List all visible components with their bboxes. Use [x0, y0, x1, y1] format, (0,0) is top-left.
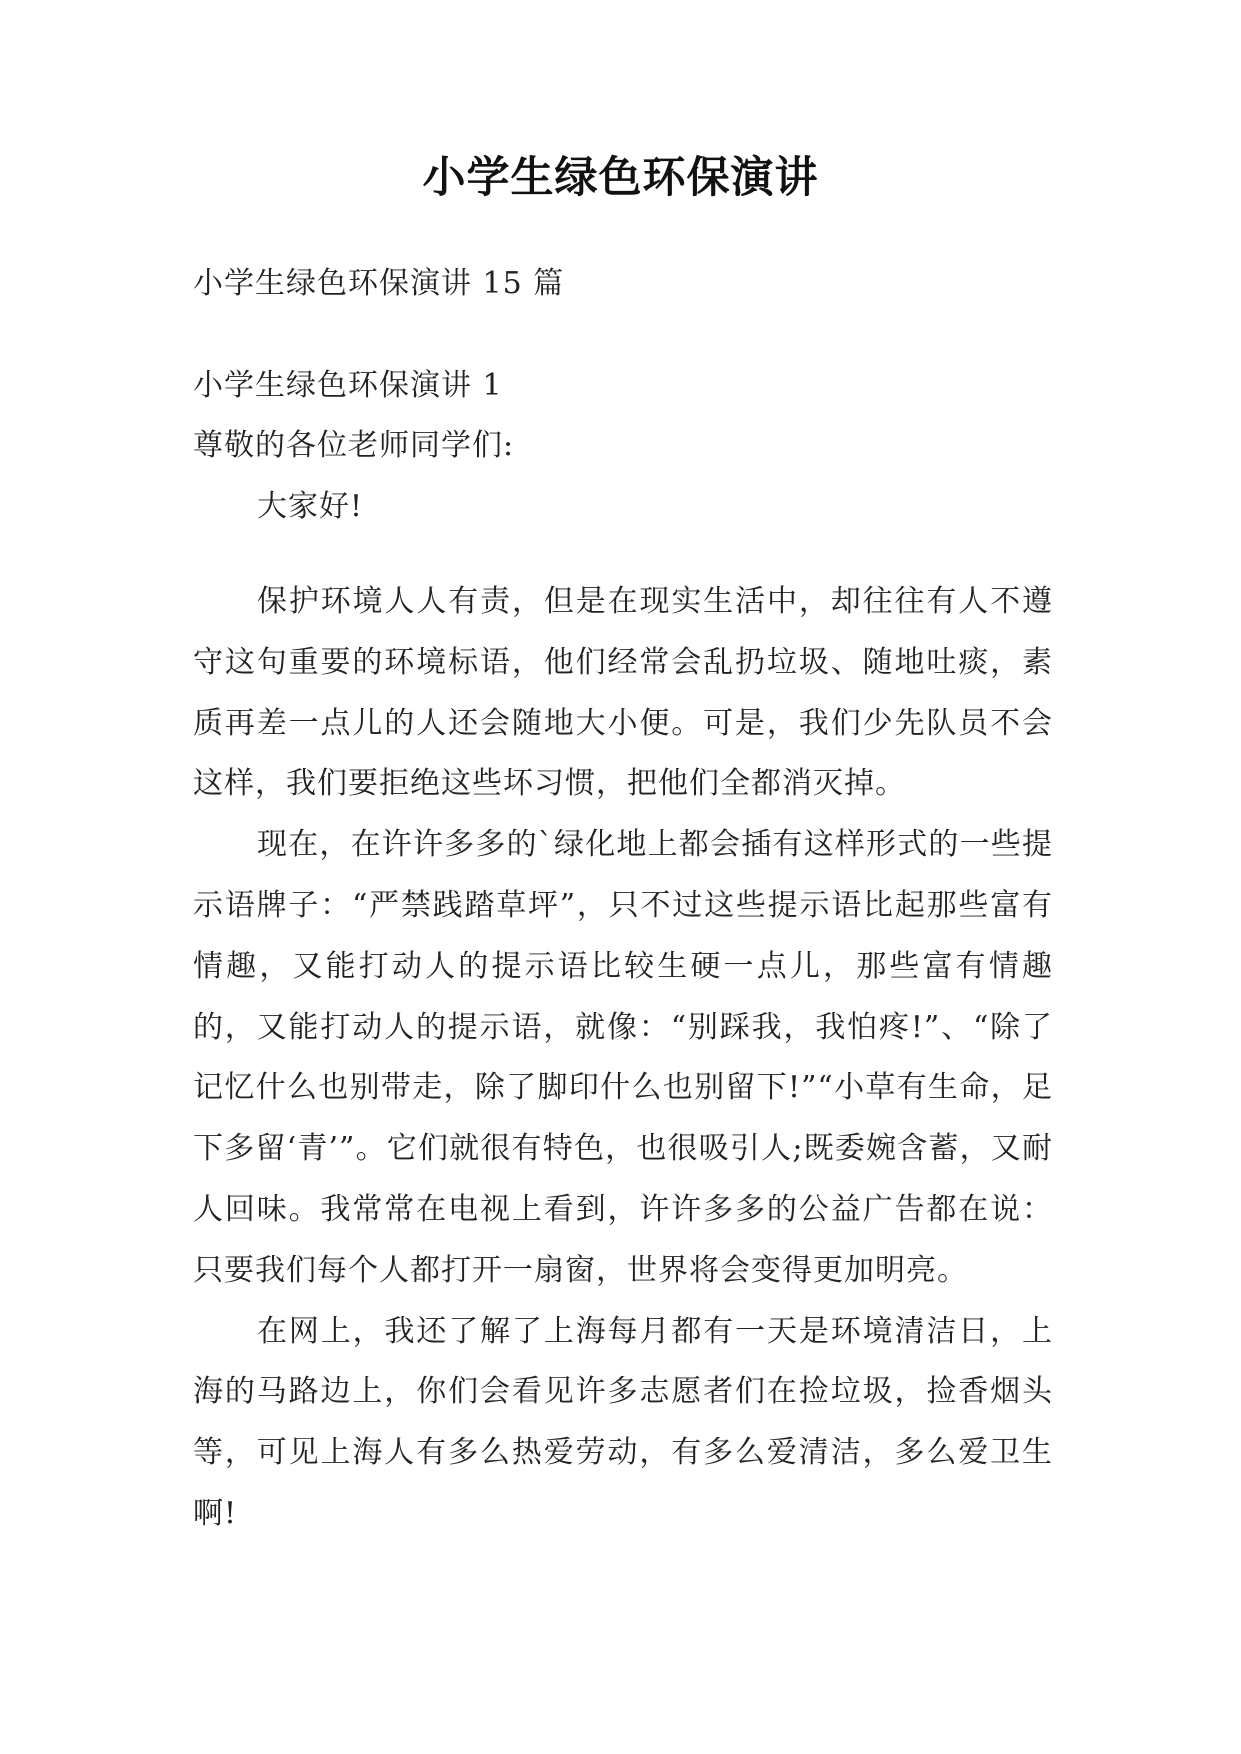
speech-body [193, 572, 1053, 1545]
salutation: 尊敬的各位老师同学们: [193, 428, 515, 463]
greeting: 大家好! [257, 489, 364, 524]
section-heading: 小学生绿色环保演讲 1 [193, 368, 503, 403]
paragraph: 现在，在许许多多的`绿化地上都会插有这样形式的一些提示语牌子：“严禁践踏草坪”，只不过这些提示语比起那些富有情趣，又能打动人的提示语比较生硬一点儿，那些富有情趣的，又能打动人的提示语，就像：“别踩我，我怕疼!”、“除了记忆什么也别带走，除了脚印什么也别留下!”“小草有生命，足下多留‘青’”。它们就很有特色，也很吸引人;既委婉含蓄，又耐人回味。我常常在电视上看到，许许多多的公益广告都在说：只要我们每个人都打开一扇窗，世界将会变得更加明亮。 [193, 827, 1053, 1288]
paragraph: 在网上，我还了解了上海每月都有一天是环境清洁日，上海的马路边上，你们会看见许多志愿者们在捡垃圾，捡香烟头等，可见上海人有多么热爱劳动，有多么爱清洁，多么爱卫生啊! [193, 1313, 1053, 1531]
document-title: 小学生绿色环保演讲 [422, 153, 819, 203]
document-subtitle: 小学生绿色环保演讲 15 篇 [193, 266, 565, 301]
paragraph: 保护环境人人有责，但是在现实生活中，却往往有人不遵守这句重要的环境标语，他们经常会乱扔垃圾、随地吐痰，素质再差一点儿的人还会随地大小便。可是，我们少先队员不会这样，我们要拒绝这些坏习惯，把他们全都消灭掉。 [193, 584, 1053, 802]
